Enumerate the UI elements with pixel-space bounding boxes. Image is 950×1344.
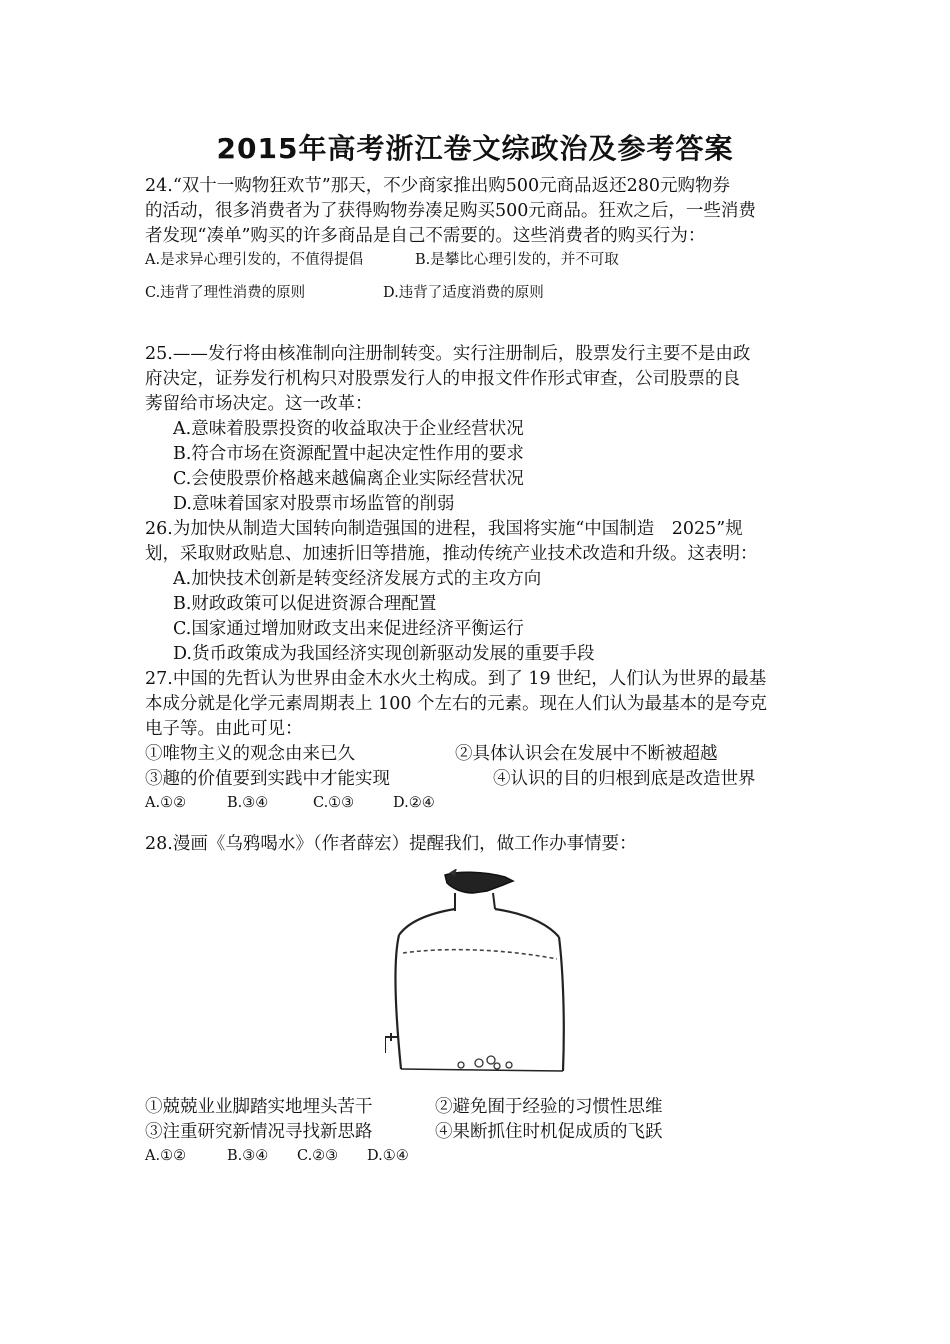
choice-b: B.③④: [227, 1148, 269, 1164]
question-text-line: 25.——发行将由核准制向注册制转变。实行注册制后，股票发行主要不是由政: [145, 344, 751, 364]
choice-c: C.②③: [297, 1148, 339, 1164]
question-27: [145, 667, 815, 814]
option-a: A.是求异心理引发的，不值得提倡: [145, 252, 364, 268]
answer-choices: [145, 792, 815, 814]
statement-4: ④果断抓住时机促成质的飞跃: [435, 1122, 663, 1142]
page-title: 2015年高考浙江卷文综政治及参考答案: [216, 132, 734, 165]
option-b: B.财政政策可以促进资源合理配置: [173, 594, 437, 614]
statement-3: ③趣的价值要到实践中才能实现: [145, 769, 390, 789]
answer-choices: [145, 1145, 815, 1167]
statement-row: [145, 1095, 815, 1120]
question-text-line: 电子等。由此可见：: [145, 719, 303, 739]
statement-1: ①唯物主义的观念由来已久: [145, 744, 355, 764]
option-row: [145, 249, 815, 271]
statement-1: ①兢兢业业脚踏实地埋头苦干: [145, 1097, 373, 1117]
option-b: B.是攀比心理引发的，并不可取: [415, 252, 619, 268]
document-body: [145, 174, 815, 1167]
cartoon-drawing: [385, 869, 567, 1081]
option-d: D.违背了适度消费的原则: [383, 285, 544, 301]
question-24: [145, 174, 815, 304]
question-text-line: 26.为加快从制造大国转向制造强国的进程，我国将实施“中国制造 2025”规: [145, 519, 743, 539]
question-text-line: 者发现“凑单”购买的许多商品是自己不需要的。这些消费者的购买行为：: [145, 226, 706, 246]
question-text-line: 府决定，证券发行机构只对股票发行人的申报文件作形式审查，公司股票的良: [145, 369, 740, 389]
option-c: C.国家通过增加财政支出来促进经济平衡运行: [173, 619, 524, 639]
option-c: C.会使股票价格越来越偏离企业实际经营状况: [173, 469, 524, 489]
question-26: [145, 517, 815, 667]
question-text-line: 24.“双十一购物狂欢节”那天，不少商家推出购500元商品返还280元购物券: [145, 176, 731, 196]
choice-a: A.①②: [145, 795, 187, 811]
choice-b: B.③④: [227, 795, 269, 811]
statement-row: [145, 742, 815, 767]
choice-d: D.②④: [393, 795, 435, 811]
question-text-line: 28.漫画《乌鸦喝水》（作者薛宏）提醒我们，做工作办事情要：: [145, 834, 637, 854]
question-text-line: 的活动，很多消费者为了获得购物券凑足购买500元商品。狂欢之后，一些消费: [145, 201, 756, 221]
question-text-line: 划，采取财政贴息、加速折旧等措施，推动传统产业技术改造和升级。这表明：: [145, 544, 758, 564]
statement-row: [145, 767, 815, 792]
statement-2: ②具体认识会在发展中不断被超越: [455, 744, 718, 764]
question-text-line: 本成分就是化学元素周期表上 100 个左右的元素。现在人们认为最基本的是夸克: [145, 694, 768, 714]
option-a: A.加快技术创新是转变经济发展方式的主攻方向: [173, 569, 542, 589]
statement-row: [145, 1120, 815, 1145]
question-text-line: 27.中国的先哲认为世界由金木水火土构成。到了 19 世纪，人们认为世界的最基: [145, 669, 767, 689]
choice-c: C.①③: [313, 795, 355, 811]
option-b: B.符合市场在资源配置中起决定性作用的要求: [173, 444, 524, 464]
option-d: D.意味着国家对股票市场监管的削弱: [173, 494, 455, 514]
crow-drinking-water-cartoon: [385, 869, 567, 1081]
option-row: [145, 282, 815, 304]
option-a: A.意味着股票投资的收益取决于企业经营状况: [173, 419, 524, 439]
statement-2: ②避免囿于经验的习惯性思维: [435, 1097, 663, 1117]
option-d: D.货币政策成为我国经济实现创新驱动发展的重要手段: [173, 644, 595, 664]
statement-4: ④认识的目的归根到底是改造世界: [493, 769, 756, 789]
option-c: C.违背了理性消费的原则: [145, 285, 306, 301]
statement-3: ③注重研究新情况寻找新思路: [145, 1122, 373, 1142]
choice-a: A.①②: [145, 1148, 187, 1164]
question-text-line: 莠留给市场决定。这一改革：: [145, 394, 373, 414]
choice-d: D.①④: [367, 1148, 409, 1164]
question-28: [145, 832, 815, 1167]
question-25: [145, 342, 815, 517]
